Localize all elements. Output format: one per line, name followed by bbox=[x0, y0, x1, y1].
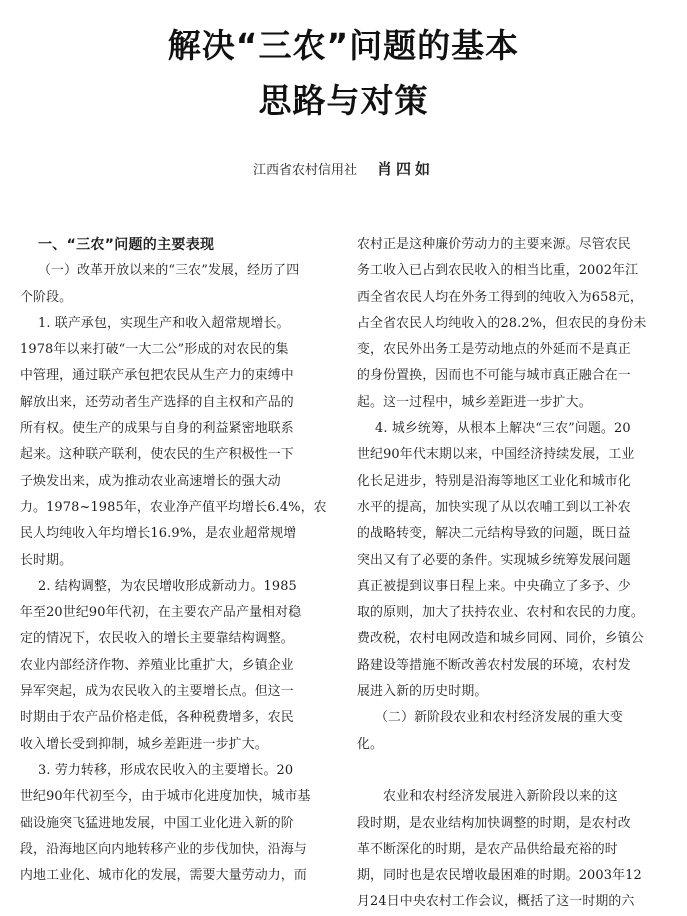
article-title-line-1: 解决“三农”问题的基本 bbox=[167, 26, 520, 65]
text-line: 世纪90年代末期以来，中国经济持续发展，工业 bbox=[357, 447, 635, 463]
text-line: 变，农民外出务工是劳动地点的外延而不是真正 bbox=[357, 342, 631, 358]
text-line: 所有权。使生产的成果与自身的利益紧密地联系 bbox=[20, 421, 294, 437]
text-line: 2. 结构调整，为农民增收形成新动力。1985 bbox=[38, 578, 297, 594]
author-name: 肖四如 bbox=[377, 160, 435, 178]
text-line: 力。1978~1985年，农业净产值平均增长6.4%，农 bbox=[20, 499, 327, 515]
left-column bbox=[20, 232, 330, 889]
text-line: 3. 劳力转移，形成农民收入的主要增长。20 bbox=[38, 762, 294, 778]
byline bbox=[0, 158, 687, 179]
text-line: （一）改革开放以来的“三农”发展，经历了四 bbox=[38, 263, 300, 279]
text-line: 真正被提到议事日程上来。中央确立了多予、少 bbox=[357, 578, 631, 594]
text-line: 中管理，通过联产承包把农民从生产力的束缚中 bbox=[20, 368, 294, 384]
text-line bbox=[357, 758, 667, 784]
text-line: 农业内部经济作物、养殖业比重扩大，乡镇企业 bbox=[20, 657, 294, 673]
text-line: 异军突起，成为农民收入的主要增长点。但这一 bbox=[20, 684, 294, 700]
text-line: 段，沿海地区向内地转移产业的步伐加快，沿海与 bbox=[20, 841, 307, 857]
text-line: 起。这一过程中，城乡差距进一步扩大。 bbox=[357, 394, 592, 410]
text-line: 段时期，是农业结构加快调整的时期，是农村改 bbox=[357, 815, 631, 831]
text-line: 4. 城乡统筹，从根本上解决“三农”问题。20 bbox=[375, 421, 631, 437]
text-line: 定的情况下，农民收入的增长主要靠结构调整。 bbox=[20, 631, 294, 647]
text-line: 础设施突飞猛进地发展，中国工业化进入新的阶 bbox=[20, 815, 294, 831]
text-line: 月24日中央农村工作会议，概括了这一时期的六 bbox=[357, 894, 635, 910]
text-line: 水平的提高，加快实现了从以农哺工到以工补农 bbox=[357, 499, 631, 515]
section-heading: 一、“三农”问题的主要表现 bbox=[38, 237, 215, 253]
text-line: 革不断深化的时期，是农产品供给最充裕的时 bbox=[357, 841, 618, 857]
text-line: 年至20世纪90年代初，在主要农产品产量相对稳 bbox=[20, 605, 302, 621]
text-line: （二）新阶段农业和农村经济发展的重大变 bbox=[375, 710, 623, 726]
text-line: 期，同时也是农民增收最困难的时期。2003年12 bbox=[357, 868, 642, 884]
text-line: 务工收入已占到农民收入的相当比重，2002年江 bbox=[357, 263, 639, 279]
text-line: 的战略转变，解决二元结构导致的问题，既日益 bbox=[357, 526, 631, 542]
text-line: 的身份置换，因而也不可能与城市真正融合在一 bbox=[357, 368, 631, 384]
text-line: 取的原则，加大了扶持农业、农村和农民的力度。 bbox=[357, 605, 644, 621]
text-line: 1978年以来打破“一大二公”形成的对农民的集 bbox=[20, 342, 289, 358]
text-line: 路建设等措施不断改善农村发展的环境，农村发 bbox=[357, 657, 631, 673]
text-line: 1. 联产承包，实现生产和收入超常规增长。 bbox=[38, 315, 290, 331]
text-line: 时期由于农产品价格走低，各种税费增多，农民 bbox=[20, 710, 294, 726]
text-line: 民人均纯收入年均增长16.9%，是农业超常规增 bbox=[20, 526, 297, 542]
article-title-line-2: 思路与对策 bbox=[258, 81, 429, 120]
text-line: 突出又有了必要的条件。实现城乡统筹发展问题 bbox=[357, 552, 631, 568]
text-line: 化。 bbox=[357, 736, 384, 752]
text-line: 农村正是这种廉价劳动力的主要来源。尽管农民 bbox=[357, 237, 631, 252]
text-line: 个阶段。 bbox=[20, 289, 73, 305]
text-line: 占全省农民人均纯收入的28.2%，但农民的身份未 bbox=[357, 315, 647, 331]
text-line: 展进入新的历史时期。 bbox=[357, 684, 488, 700]
text-line: 子焕发出来，成为推动农业高速增长的强大动 bbox=[20, 473, 281, 489]
text-line: 起来。这种联产联利，使农民的生产积极性一下 bbox=[20, 447, 294, 463]
text-line: 西全省农民人均在外务工得到的纯收入为658元， bbox=[357, 289, 643, 305]
text-line: 化长足进步，特别是沿海等地区工业化和城市化 bbox=[357, 473, 631, 489]
text-line: 世纪90年代初至今，由于城市化进度加快，城市基 bbox=[20, 789, 311, 805]
right-column bbox=[357, 232, 667, 916]
text-line: 解放出来，还劳动者生产选择的自主权和产品的 bbox=[20, 394, 294, 410]
author-affiliation: 江西省农村信用社 bbox=[252, 163, 357, 178]
text-line: 农业和农村经济发展进入新阶段以来的这 bbox=[383, 789, 618, 805]
text-line: 收入增长受到抑制，城乡差距进一步扩大。 bbox=[20, 736, 268, 752]
text-line: 长时期。 bbox=[20, 552, 73, 568]
text-line: 费改税，农村电网改造和城乡同网、同价，乡镇公 bbox=[357, 631, 644, 647]
text-line: 内地工业化、城市化的发展，需要大量劳动力，而 bbox=[20, 868, 307, 884]
